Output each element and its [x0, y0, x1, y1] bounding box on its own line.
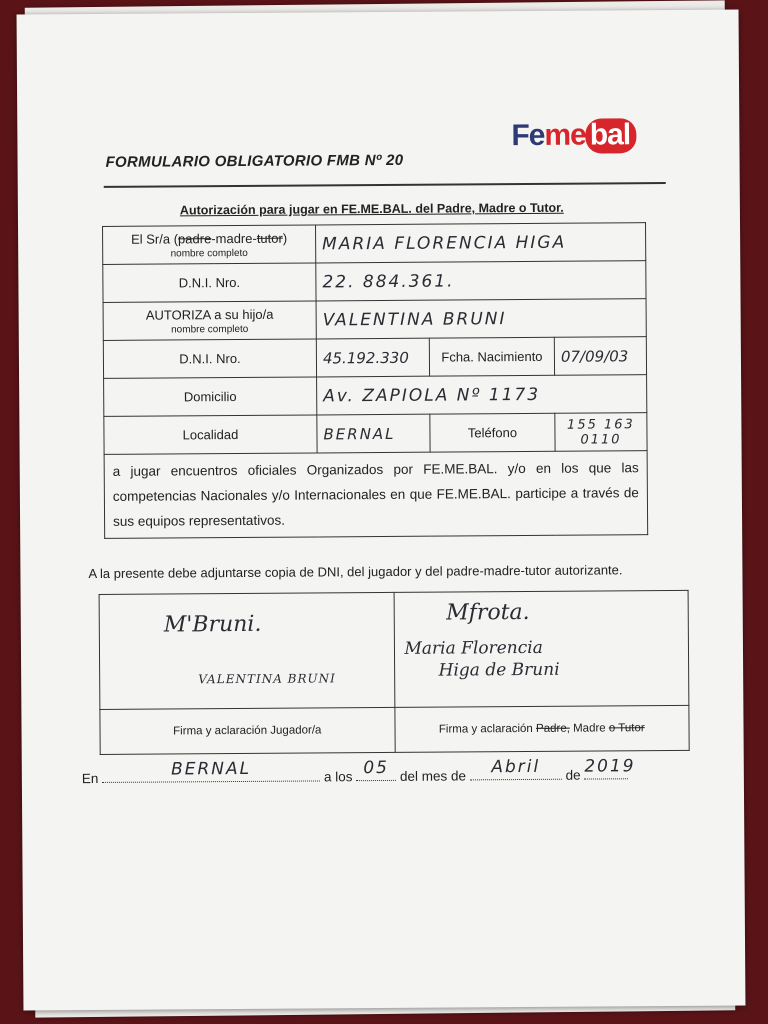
authorization-paragraph: a jugar encuentros oficiales Organizados por FE.ME.BAL. y/o en los que las competencias Nacionales y/o Internacionales en que FE.ME.BAL. participe a través de sus equipos representativos. — [104, 451, 648, 539]
authorization-table — [102, 222, 648, 539]
birth-date-label: Fcha. Nacimiento — [429, 337, 554, 376]
signature-table — [99, 590, 690, 755]
attachment-note: A la presente debe adjuntarse copia de DNI, del jugador y del padre-madre-tutor autorizante. — [88, 562, 623, 582]
phone-field[interactable]: 155 163 0110 — [555, 413, 647, 452]
child-dni-label: D.N.I. Nro. — [103, 339, 316, 378]
title-divider — [104, 182, 666, 188]
femebal-logo: Feme bal — [511, 118, 636, 153]
player-clarification: VALENTINA BRUNI — [198, 671, 336, 687]
place-field[interactable]: BERNAL — [102, 766, 320, 783]
form-sheet — [17, 9, 746, 1010]
player-signature-mark: M'Bruni. — [163, 611, 262, 638]
child-label: AUTORIZA a su hijo/a nombre completo — [103, 301, 316, 340]
birth-date-field[interactable]: 07/09/03 — [554, 337, 646, 376]
phone-label: Teléfono — [430, 413, 555, 452]
guardian-name-field[interactable]: MARIA FLORENCIA HIGA — [316, 223, 646, 263]
city-field[interactable]: BERNAL — [317, 414, 430, 453]
day-field[interactable]: 05 — [356, 766, 396, 781]
parent-clarification-line1: Maria Florencia — [404, 637, 543, 659]
child-dni-field[interactable]: 45.192.330 — [316, 338, 429, 377]
city-label: Localidad — [104, 415, 317, 454]
player-signature-caption: Firma y aclaración Jugador/a — [100, 707, 395, 754]
guardian-dni-field[interactable]: 22. 884.361. — [316, 261, 646, 301]
form-title: FORMULARIO OBLIGATORIO FMB Nº 20 — [105, 151, 404, 171]
parent-signature-caption: Firma y aclaración Padre, Madre o Tutor — [394, 705, 689, 752]
player-signature-box[interactable] — [99, 592, 394, 709]
address-label: Domicilio — [104, 377, 317, 416]
parent-signature-mark: Mfrota. — [446, 599, 530, 626]
year-field[interactable]: 2019 — [584, 764, 628, 779]
guardian-dni-label: D.N.I. Nro. — [103, 263, 316, 302]
date-place-line: En BERNAL a los 05 del mes de Abril de 2019 — [81, 756, 636, 787]
month-field[interactable]: Abril — [470, 765, 562, 781]
guardian-label: El Sr/a (padre-madre-tutor) nombre completo — [103, 225, 316, 264]
parent-clarification-line2: Higa de Bruni — [438, 659, 560, 681]
address-field[interactable]: Av. ZAPIOLA Nº 1173 — [317, 375, 647, 415]
parent-signature-box[interactable] — [394, 590, 689, 707]
child-name-field[interactable]: VALENTINA BRUNI — [316, 299, 646, 339]
authorization-heading: Autorización para jugar en FE.ME.BAL. del Padre, Madre o Tutor. — [179, 200, 564, 218]
